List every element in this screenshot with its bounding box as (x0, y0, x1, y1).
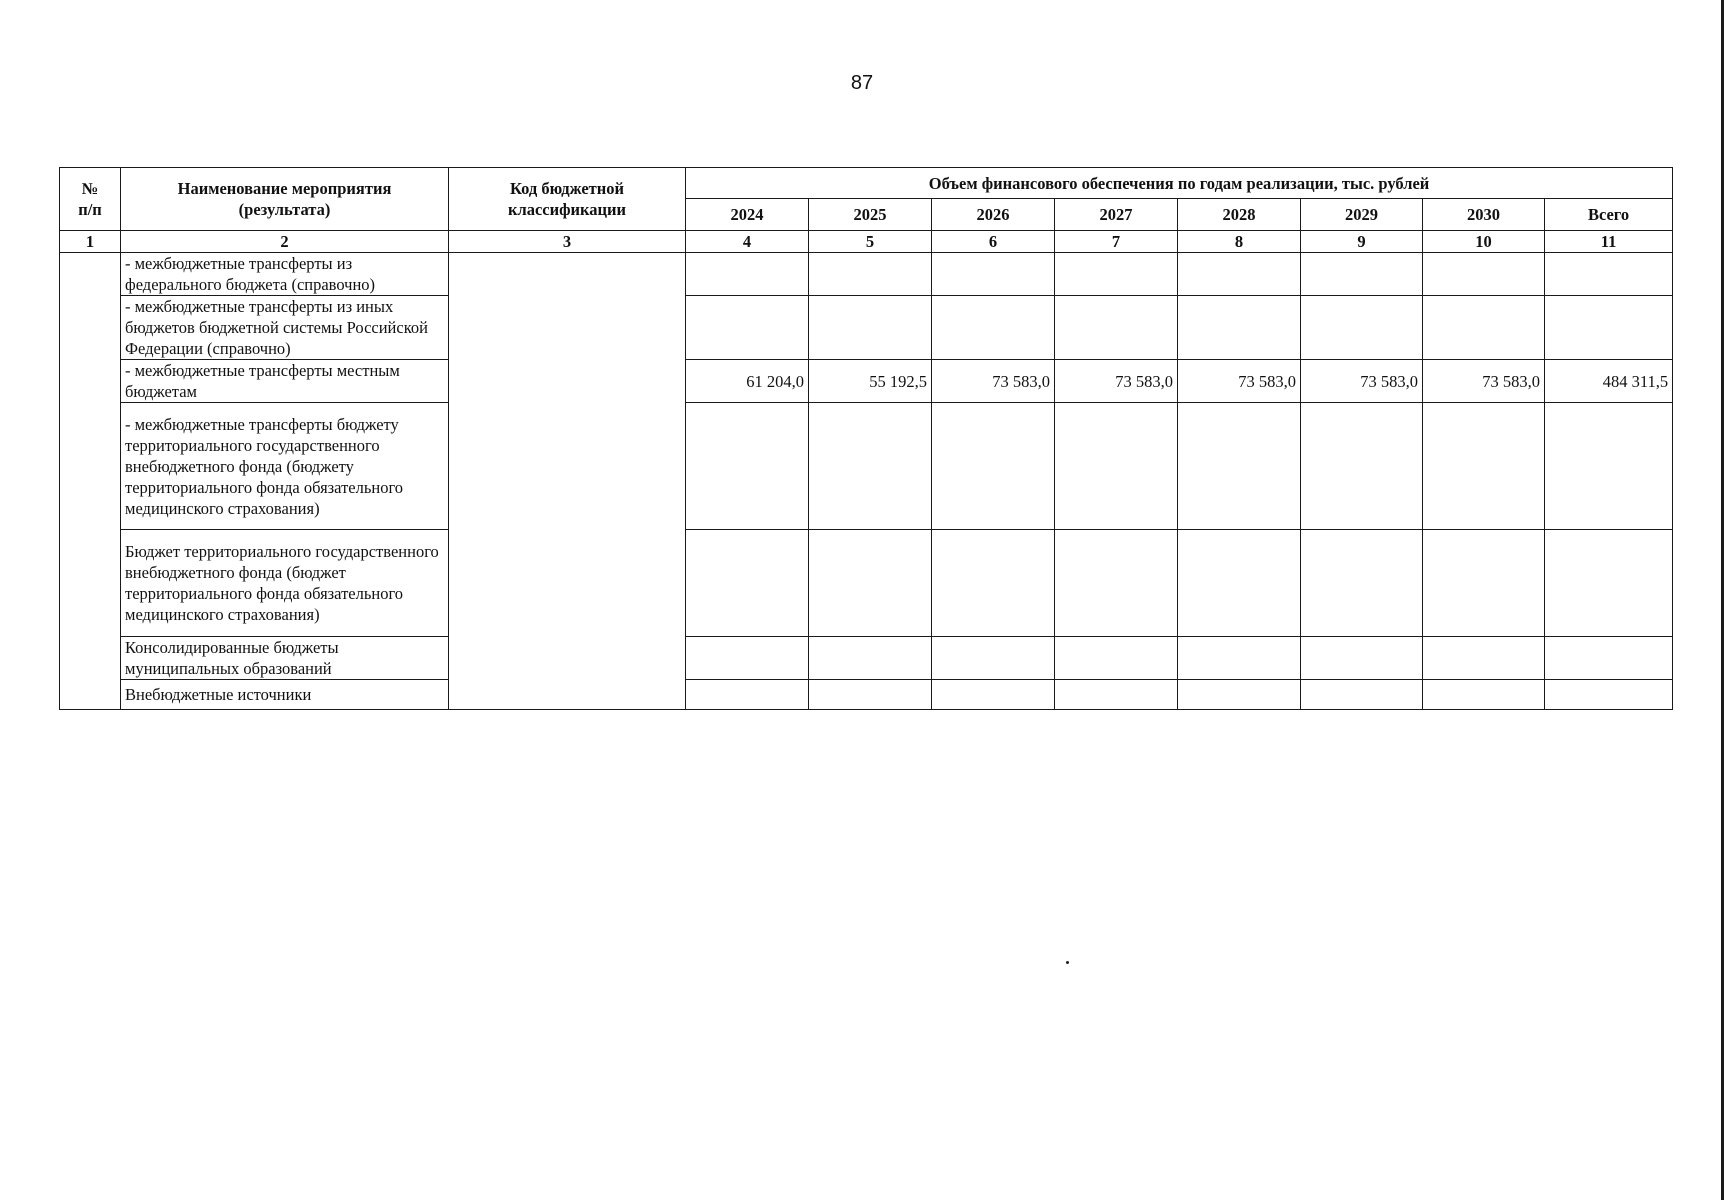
header-code: Код бюджетной классификации (449, 168, 686, 231)
scan-speck (1066, 961, 1069, 964)
table-row (60, 360, 1673, 403)
column-number: 5 (809, 231, 932, 253)
financing-table (59, 167, 1673, 710)
value-cell (932, 680, 1055, 710)
table-row (60, 253, 1673, 296)
value-cell (1545, 253, 1673, 296)
header-name: Наименование мероприятия (результата) (121, 168, 449, 231)
row-name: Внебюджетные источники (121, 680, 449, 710)
value-cell (932, 403, 1055, 530)
value-cell (1545, 530, 1673, 637)
value-cell: 73 583,0 (932, 360, 1055, 403)
page-number: 87 (850, 72, 874, 94)
column-number: 1 (60, 231, 121, 253)
column-number: 6 (932, 231, 1055, 253)
header-year-2027: 2027 (1055, 199, 1178, 231)
value-cell (1055, 530, 1178, 637)
value-cell (1178, 530, 1301, 637)
header-volume: Объем финансового обеспечения по годам реализации, тыс. рублей (686, 168, 1673, 199)
value-cell (1055, 296, 1178, 360)
column-number: 10 (1423, 231, 1545, 253)
value-cell: 73 583,0 (1301, 360, 1423, 403)
column-number: 11 (1545, 231, 1673, 253)
value-cell (932, 296, 1055, 360)
table-row (60, 530, 1673, 637)
column-number: 8 (1178, 231, 1301, 253)
header-number: № п/п (60, 168, 121, 231)
value-cell (1423, 403, 1545, 530)
table-row (60, 680, 1673, 710)
header-year-2025: 2025 (809, 199, 932, 231)
value-cell (1423, 680, 1545, 710)
value-cell (1301, 680, 1423, 710)
row-name: Консолидированные бюджеты муниципальных образований (121, 637, 449, 680)
value-cell (1178, 403, 1301, 530)
value-cell (1055, 680, 1178, 710)
value-cell (1178, 680, 1301, 710)
value-cell (686, 680, 809, 710)
value-cell (686, 403, 809, 530)
value-cell (809, 530, 932, 637)
row-number-cell (60, 253, 121, 710)
header-year-2028: 2028 (1178, 199, 1301, 231)
table-row (60, 637, 1673, 680)
row-name: - межбюджетные трансферты местным бюджетам (121, 360, 449, 403)
value-cell (932, 530, 1055, 637)
header-year-2026: 2026 (932, 199, 1055, 231)
header-year-2029: 2029 (1301, 199, 1423, 231)
header-year-2024: 2024 (686, 199, 809, 231)
value-cell (809, 637, 932, 680)
value-cell (686, 530, 809, 637)
column-number: 3 (449, 231, 686, 253)
row-name: Бюджет территориального государственного внебюджетного фонда (бюджет территориального фонда обязательного медицинского страхования) (121, 530, 449, 637)
value-cell (809, 403, 932, 530)
value-cell (1055, 253, 1178, 296)
column-number: 4 (686, 231, 809, 253)
header-total: Всего (1545, 199, 1673, 231)
value-cell (1301, 637, 1423, 680)
table-row (60, 403, 1673, 530)
table-row (60, 296, 1673, 360)
value-cell (1423, 296, 1545, 360)
value-cell (932, 253, 1055, 296)
header-year-2030: 2030 (1423, 199, 1545, 231)
value-cell (1178, 253, 1301, 296)
row-name: - межбюджетные трансферты бюджету территориального государственного внебюджетного фонда (бюджету территориального фонда обязательного медицинского страхования) (121, 403, 449, 530)
value-cell (686, 253, 809, 296)
value-cell (1301, 403, 1423, 530)
row-name: - межбюджетные трансферты из иных бюджетов бюджетной системы Российской Федерации (справочно) (121, 296, 449, 360)
value-cell (1301, 296, 1423, 360)
value-cell (686, 637, 809, 680)
value-cell: 73 583,0 (1055, 360, 1178, 403)
value-cell (809, 296, 932, 360)
value-cell (1545, 637, 1673, 680)
value-cell (1545, 403, 1673, 530)
value-cell: 55 192,5 (809, 360, 932, 403)
value-cell: 73 583,0 (1178, 360, 1301, 403)
value-cell (686, 296, 809, 360)
value-cell (809, 253, 932, 296)
value-cell (1178, 296, 1301, 360)
row-name: - межбюджетные трансферты из федерального бюджета (справочно) (121, 253, 449, 296)
column-number: 2 (121, 231, 449, 253)
value-cell: 484 311,5 (1545, 360, 1673, 403)
value-cell (1178, 637, 1301, 680)
value-cell: 73 583,0 (1423, 360, 1545, 403)
value-cell: 61 204,0 (686, 360, 809, 403)
value-cell (1301, 530, 1423, 637)
column-number: 9 (1301, 231, 1423, 253)
value-cell (1055, 403, 1178, 530)
value-cell (1545, 296, 1673, 360)
value-cell (809, 680, 932, 710)
value-cell (1301, 253, 1423, 296)
column-number: 7 (1055, 231, 1178, 253)
value-cell (932, 637, 1055, 680)
value-cell (1423, 530, 1545, 637)
value-cell (1055, 637, 1178, 680)
budget-code-cell (449, 253, 686, 710)
value-cell (1423, 253, 1545, 296)
value-cell (1423, 637, 1545, 680)
value-cell (1545, 680, 1673, 710)
